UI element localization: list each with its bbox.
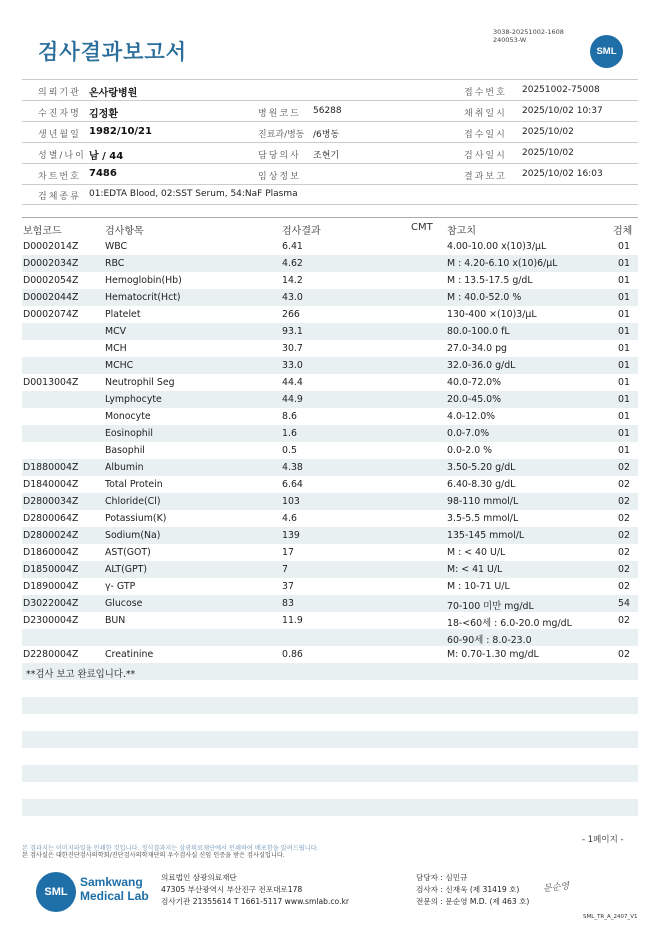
hospital-code-label: 병원코드 (258, 109, 301, 119)
table-row (22, 442, 638, 459)
table-row (22, 612, 638, 629)
table-row (22, 272, 638, 289)
cell-ref: 130-400 ×(10)3/μL (447, 309, 537, 320)
table-header (22, 218, 638, 237)
cell-item: Glucose (105, 598, 143, 609)
cell-item: MCH (105, 343, 127, 354)
table-row (22, 238, 638, 255)
cell-ref: 27.0-34.0 pg (447, 343, 508, 354)
cell-item: γ- GTP (105, 581, 136, 592)
empty-row (22, 697, 638, 714)
cell-code: D2800064Z (23, 513, 79, 524)
cell-ref: M : < 40 U/L (447, 547, 506, 558)
cell-ref: 0.0-7.0% (447, 428, 490, 439)
cell-item: WBC (105, 241, 128, 252)
report-complete-row (22, 663, 638, 680)
sampling-label: 채취일시 (464, 109, 507, 119)
report-label: 결과보고 (464, 172, 507, 182)
cell-code: D0002014Z (23, 241, 79, 252)
empty-row (22, 765, 638, 782)
table-row (22, 493, 638, 510)
cell-item: Monocyte (105, 411, 151, 422)
cell-ref: 6.40-8.30 g/dL (447, 479, 516, 490)
cell-ref: 32.0-36.0 g/dL (447, 360, 516, 371)
logo-name-line2: Medical Lab (80, 889, 149, 903)
cell-spec: 01 (618, 309, 630, 320)
document-id-line1: 3038-20251002-1608 (493, 28, 564, 36)
cell-result: 266 (282, 309, 300, 320)
cell-ref: M: < 41 U/L (447, 564, 503, 575)
cell-ref: 20.0-45.0% (447, 394, 502, 405)
staff-specialist: 전문의 : 문순영 M.D. (제 463 호) (416, 897, 530, 906)
page-number: - 1페이지 - (582, 835, 624, 845)
cell-spec: 01 (618, 241, 630, 252)
cell-result: 83 (282, 598, 294, 609)
cell-ref: 40.0-72.0% (447, 377, 502, 388)
cell-code: D2800034Z (23, 496, 79, 507)
cell-item: Basophil (105, 445, 145, 456)
cell-spec: 01 (618, 445, 630, 456)
report-value: 2025/10/02 16:03 (522, 169, 603, 179)
info-row-1 (22, 80, 638, 100)
cell-item: Hematocrit(Hct) (105, 292, 181, 303)
cell-ref: 0.0-2.0 % (447, 445, 493, 456)
cell-item: MCHC (105, 360, 134, 371)
cell-spec: 01 (618, 275, 630, 286)
header-code: 보험코드 (23, 226, 62, 237)
clinical-label: 임상정보 (258, 172, 301, 182)
dept-label: 진료과/병동 (258, 130, 305, 140)
cell-spec: 02 (618, 530, 630, 541)
sampling-value: 2025/10/02 10:37 (522, 106, 603, 116)
empty-row (22, 799, 638, 816)
patient-value: 김정환 (89, 109, 118, 120)
form-code: SML_TR_A_2407_V1 (583, 914, 638, 920)
cell-code: D3022004Z (23, 598, 79, 609)
cell-ref: M : 10-71 U/L (447, 581, 510, 592)
cell-code: D0013004Z (23, 377, 79, 388)
sexage-value: 남 / 44 (89, 151, 124, 162)
cell-code: D2300004Z (23, 615, 79, 626)
cell-ref: 3.5-5.5 mmol/L (447, 513, 519, 524)
cell-result: 44.9 (282, 394, 303, 405)
cell-result: 30.7 (282, 343, 303, 354)
cell-ref: 18-<60세 : 6.0-20.0 mg/dL (447, 618, 572, 629)
cell-spec: 01 (618, 360, 630, 371)
specimen-label: 검체종류 (38, 192, 81, 202)
cell-spec: 02 (618, 615, 630, 626)
table-row (22, 646, 638, 663)
cell-result: 8.6 (282, 411, 297, 422)
cell-item: MCV (105, 326, 127, 337)
staff-manager: 담당자 : 심민규 (416, 873, 468, 882)
cell-code: D2800024Z (23, 530, 79, 541)
cell-item: Creatinine (105, 649, 154, 660)
logo-name-line1: Samkwang (80, 875, 143, 889)
cell-item: Eosinophil (105, 428, 153, 439)
header-spec: 검체 (613, 226, 633, 237)
receipt-no-label: 접수번호 (464, 88, 507, 98)
table-row (22, 527, 638, 544)
doctor-label: 담당의사 (258, 151, 301, 161)
cell-result: 103 (282, 496, 300, 507)
receipt-date-label: 접수일시 (464, 130, 507, 140)
table-row (22, 306, 638, 323)
cell-result: 1.6 (282, 428, 297, 439)
cell-code: D0002034Z (23, 258, 79, 269)
table-row (22, 561, 638, 578)
birth-label: 생년월일 (38, 130, 81, 140)
institution-label: 의뢰기관 (38, 88, 81, 98)
cell-item: ALT(GPT) (105, 564, 148, 575)
cell-spec: 01 (618, 292, 630, 303)
chart-value: 7486 (89, 168, 117, 179)
org-name: 의료법인 삼광의료재단 (161, 873, 237, 882)
cell-ref: 70-100 미만 mg/dL (447, 601, 534, 612)
cell-ref: 4.0-12.0% (447, 411, 496, 422)
info-row-2 (22, 101, 638, 121)
header-cmt: CMT (411, 222, 433, 233)
samkwang-logo-name (80, 875, 149, 903)
cell-item: Total Protein (105, 479, 163, 490)
table-row (22, 391, 638, 408)
info-row-5 (22, 164, 638, 184)
cell-result: 14.2 (282, 275, 303, 286)
cell-result: 6.41 (282, 241, 303, 252)
org-info (161, 872, 349, 908)
sexage-label: 성별/나이 (38, 151, 86, 161)
cell-result: 6.64 (282, 479, 303, 490)
cell-code: D2280004Z (23, 649, 79, 660)
cell-spec: 01 (618, 343, 630, 354)
cell-code: D1880004Z (23, 462, 79, 473)
cell-code: D1890004Z (23, 581, 79, 592)
cell-spec: 01 (618, 394, 630, 405)
info-row-3 (22, 122, 638, 142)
cell-result: 4.6 (282, 513, 297, 524)
cell-result: 37 (282, 581, 294, 592)
signature-text: 문순영 (542, 881, 570, 895)
header-ref: 참고치 (447, 226, 476, 237)
cell-result: 44.4 (282, 377, 303, 388)
table-row (22, 357, 638, 374)
cell-ref: 60-90세 : 8.0-23.0 (447, 635, 532, 646)
cell-item: AST(GOT) (105, 547, 151, 558)
cell-item: Chloride(Cl) (105, 496, 161, 507)
info-row-6 (22, 184, 638, 204)
cell-spec: 54 (618, 598, 630, 609)
table-row (22, 425, 638, 442)
empty-row (22, 731, 638, 748)
cell-spec: 02 (618, 581, 630, 592)
cell-code: D1840004Z (23, 479, 79, 490)
doctor-value: 조현기 (313, 151, 340, 161)
table-row (22, 289, 638, 306)
specimen-value: 01:EDTA Blood, 02:SST Serum, 54:NaF Plasma (89, 189, 298, 199)
table-row (22, 255, 638, 272)
cell-spec: 01 (618, 377, 630, 388)
sml-logo (590, 35, 623, 68)
cell-spec: 02 (618, 496, 630, 507)
cell-item: Lymphocyte (105, 394, 162, 405)
staff-tester: 검사자 : 신재욱 (제 31419 호) (416, 885, 520, 894)
cell-ref: M : 4.20-6.10 x(10)6/μL (447, 258, 558, 269)
cell-spec: 02 (618, 513, 630, 524)
cell-result: 4.38 (282, 462, 303, 473)
table-row (22, 578, 638, 595)
cell-result: 17 (282, 547, 294, 558)
cell-result: 0.86 (282, 649, 303, 660)
cell-code: D0002074Z (23, 309, 79, 320)
samkwang-logo-mark (36, 872, 76, 912)
cell-spec: 01 (618, 411, 630, 422)
table-row (22, 595, 638, 612)
cell-result: 93.1 (282, 326, 303, 337)
cell-spec: 02 (618, 649, 630, 660)
cell-spec: 02 (618, 479, 630, 490)
institution-value: 온사랑병원 (89, 88, 138, 99)
table-row (22, 459, 638, 476)
signature (542, 879, 569, 895)
cell-spec: 01 (618, 428, 630, 439)
org-contact: 검사기관 21355614 T 1661-5117 www.smlab.co.kr (161, 897, 349, 906)
test-date-value: 2025/10/02 (522, 148, 574, 158)
cell-ref: 135-145 mmol/L (447, 530, 525, 541)
table-row (22, 544, 638, 561)
cell-item: Albumin (105, 462, 144, 473)
table-row (22, 340, 638, 357)
receipt-no-value: 20251002-75008 (522, 85, 600, 95)
cell-ref: 3.50-5.20 g/dL (447, 462, 516, 473)
cell-ref: M: 0.70-1.30 mg/dL (447, 649, 539, 660)
document-id-line2: 240053-W (493, 36, 527, 44)
table-row (22, 323, 638, 340)
patient-label: 수진자명 (38, 109, 81, 119)
cell-spec: 02 (618, 547, 630, 558)
test-date-label: 검사일시 (464, 151, 507, 161)
table-row (22, 374, 638, 391)
cell-result: 7 (282, 564, 288, 575)
cell-result: 11.9 (282, 615, 303, 626)
cell-ref: 80.0-100.0 fL (447, 326, 510, 337)
staff-info (416, 872, 529, 908)
cell-item: Hemoglobin(Hb) (105, 275, 182, 286)
dept-value: /6병동 (313, 130, 340, 140)
cell-result: 43.0 (282, 292, 303, 303)
info-row-4 (22, 143, 638, 163)
cell-item: Potassium(K) (105, 513, 167, 524)
table-row (22, 476, 638, 493)
cell-code: D0002044Z (23, 292, 79, 303)
chart-label: 차트번호 (38, 172, 81, 182)
hospital-code-value: 56288 (313, 106, 342, 116)
samkwang-logo-text: SML (44, 886, 68, 898)
cell-result: 139 (282, 530, 300, 541)
header-item: 검사항목 (105, 226, 144, 237)
cell-spec: 01 (618, 326, 630, 337)
cell-code: D0002054Z (23, 275, 79, 286)
cell-ref: M : 13.5-17.5 g/dL (447, 275, 533, 286)
cell-result: 4.62 (282, 258, 303, 269)
cell-spec: 01 (618, 258, 630, 269)
cell-item: Platelet (105, 309, 141, 320)
cell-ref: M : 40.0-52.0 % (447, 292, 522, 303)
cell-spec: 02 (618, 564, 630, 575)
footer-note-accredit: 본 검사실은 대한진단검사의학회/진단검사의학재단의 우수검사실 신임 인증을 받은 검사실입니다. (22, 852, 285, 859)
birth-value: 1982/10/21 (89, 126, 152, 137)
table-row (22, 629, 638, 646)
cell-spec: 02 (618, 462, 630, 473)
cell-code: D1850004Z (23, 564, 79, 575)
cell-code: D1860004Z (23, 547, 79, 558)
cell-result: 33.0 (282, 360, 303, 371)
divider (22, 204, 638, 205)
table-row (22, 408, 638, 425)
document-id (493, 28, 564, 44)
header-result: 검사결과 (282, 226, 321, 237)
org-address: 47305 부산광역시 부산진구 전포대로178 (161, 885, 303, 894)
cell-result: 0.5 (282, 445, 297, 456)
cell-item: RBC (105, 258, 125, 269)
cell-item: Sodium(Na) (105, 530, 161, 541)
cell-ref: 98-110 mmol/L (447, 496, 519, 507)
table-row (22, 510, 638, 527)
logo-text: SML (596, 46, 617, 57)
cell-ref: 4.00-10.00 x(10)3/μL (447, 241, 547, 252)
cell-item: Neutrophil Seg (105, 377, 175, 388)
receipt-date-value: 2025/10/02 (522, 127, 574, 137)
cell-item: BUN (105, 615, 126, 626)
report-complete-note: **검사 보고 완료입니다.** (26, 669, 136, 680)
page-title: 검사결과보고서 (38, 40, 188, 64)
footer-note-print: 본 결과지는 이미지파일을 인쇄한 것입니다. 정식결과지는 삼광의료재단에서 인쇄하여 배포함을 알려드립니다. (22, 845, 319, 852)
